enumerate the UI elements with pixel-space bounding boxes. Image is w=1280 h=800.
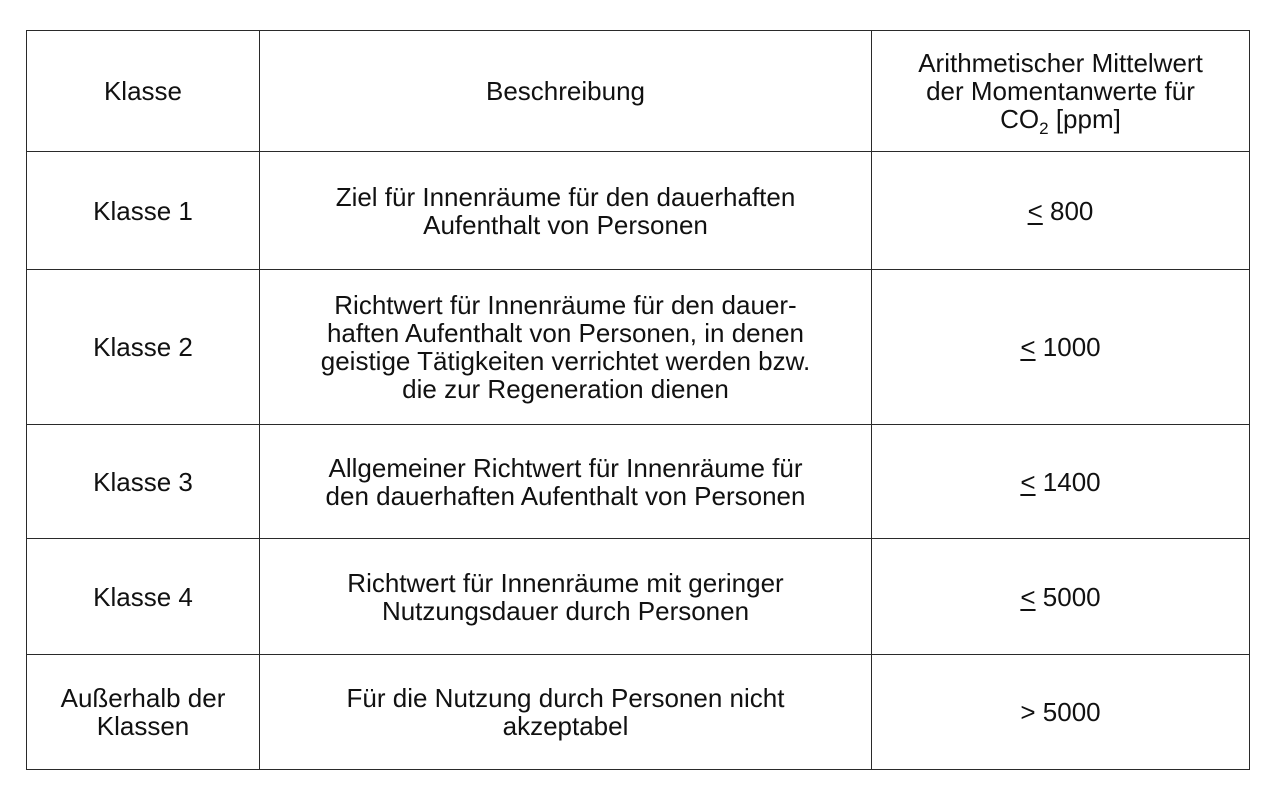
- header-value: [872, 31, 1250, 152]
- table-row: [27, 655, 1250, 770]
- row-class: Klasse 1: [27, 152, 260, 270]
- row-description: [260, 425, 872, 539]
- row-description-line: Allgemeiner Richtwert für Innenräume für: [328, 452, 803, 483]
- row-description: [260, 270, 872, 425]
- row-description-line: Aufenthalt von Personen: [423, 209, 708, 240]
- row-class: Klasse 2: [27, 270, 260, 425]
- row-value-number: 1400: [1042, 466, 1101, 497]
- row-value-number: 800: [1050, 195, 1094, 226]
- row-description: [260, 539, 872, 655]
- row-class: Klasse 4: [27, 539, 260, 655]
- row-description-line: die zur Regeneration dienen: [402, 374, 729, 404]
- row-value: [872, 425, 1250, 539]
- row-value-number: 1000: [1042, 332, 1101, 362]
- row-operator: <: [1020, 466, 1036, 497]
- row-description-line: haften Aufenthalt von Personen, in denen: [326, 318, 805, 348]
- header-value-line-2: der Momentanwerte für: [926, 76, 1195, 106]
- header-class: Klasse: [27, 31, 260, 152]
- header-co-subscript: 2: [1039, 119, 1049, 138]
- row-class-line: Klassen: [96, 711, 190, 741]
- row-value: [872, 539, 1250, 655]
- table-header-row: [27, 31, 1250, 152]
- row-value: [872, 152, 1250, 270]
- row-class: Klasse 3: [27, 425, 260, 539]
- row-class-line: Außerhalb der: [60, 683, 226, 713]
- row-value-number: 5000: [1042, 697, 1101, 727]
- header-co: CO: [1000, 104, 1040, 134]
- row-class: [27, 655, 260, 770]
- row-operator: <: [1020, 581, 1036, 612]
- row-description-line: den dauerhaften Aufenthalt von Personen: [325, 480, 806, 511]
- row-operator: <: [1020, 332, 1036, 362]
- table-row: [27, 152, 1250, 270]
- header-value-line-3: [880, 104, 1241, 138]
- table-row: [27, 425, 1250, 539]
- row-description-line: Richtwert für Innenräume für den dauer-: [334, 290, 797, 320]
- header-value-line-1: Arithmetischer Mittelwert: [918, 48, 1203, 78]
- row-operator: <: [1027, 195, 1043, 226]
- table-row: [27, 539, 1250, 655]
- row-value: [872, 655, 1250, 770]
- row-operator: >: [1020, 697, 1036, 727]
- row-description-line: Richtwert für Innenräume mit geringer: [347, 567, 784, 598]
- header-description: Beschreibung: [260, 31, 872, 152]
- row-description: [260, 655, 872, 770]
- row-description-line: geistige Tätigkeiten verrichtet werden bzw.: [320, 346, 811, 376]
- row-description-line: Ziel für Innenräume für den dauerhaften: [335, 181, 796, 212]
- row-description-line: akzeptabel: [502, 711, 629, 741]
- co2-classification-table: [26, 30, 1250, 770]
- row-description-line: Für die Nutzung durch Personen nicht: [346, 683, 785, 713]
- row-description-line: Nutzungsdauer durch Personen: [381, 595, 750, 626]
- header-unit: [ppm]: [1048, 104, 1121, 134]
- row-description: [260, 152, 872, 270]
- row-value-number: 5000: [1042, 581, 1101, 612]
- row-value: [872, 270, 1250, 425]
- table-row: [27, 270, 1250, 425]
